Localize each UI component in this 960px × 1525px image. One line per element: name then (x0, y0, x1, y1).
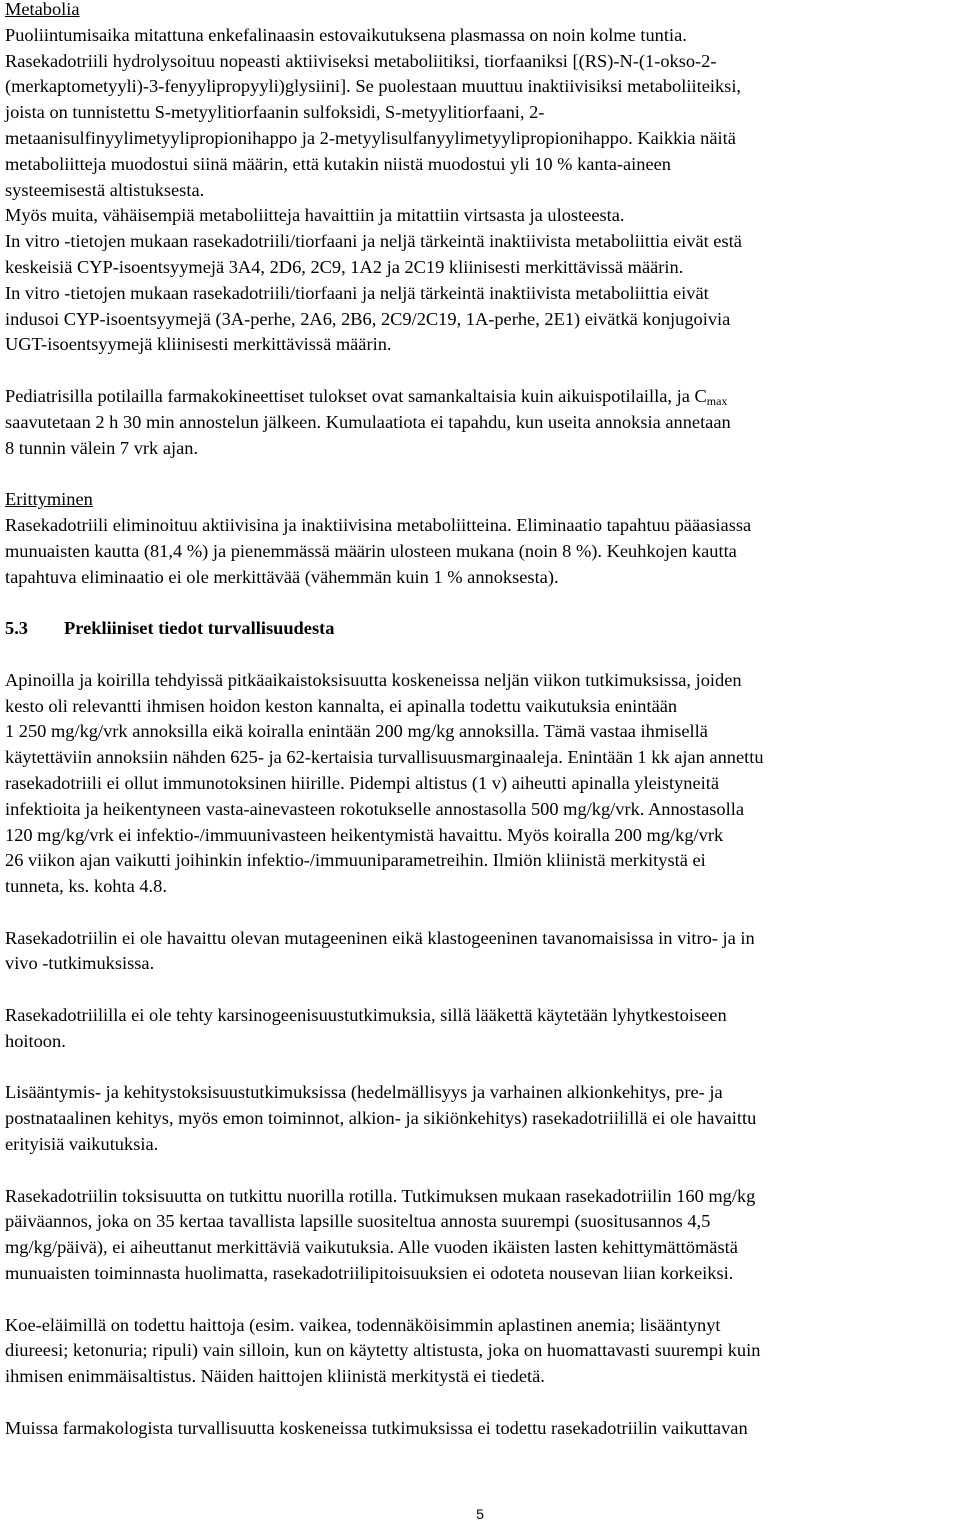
pediatric-rest: saavutetaan 2 h 30 min annostelun jälkeen. Kumulaatiota ei tapahdu, kun useita annoksia annetaan 8 tunnin välein 7 vrk ajan. (5, 411, 731, 458)
preclinical-paragraph-4: Lisääntymis- ja kehitystoksisuustutkimuksissa (hedelmällisyys ja varhainen alkionkehitys, pre- ja postnataalinen kehitys, myös emon toiminnot, alkion- ja sikiönkehitys) rasekadotriilillä ei ole havaittu erityisiä vaikutuksia. (5, 1082, 757, 1155)
preclinical-paragraph-5: Rasekadotriilin toksisuutta on tutkittu nuorilla rotilla. Tutkimuksen mukaan rasekadotriilin 160 mg/kg päiväannos, joka on 35 kertaa tavallista lapsille suositeltua annosta suurempi (suositusannos 4,5 mg/kg/päivä), ei aiheuttanut merkittäviä vaikutuksia. Alle vuoden ikäisten lasten kehittymättömästä munuaisten toiminnasta huolimatta, rasekadotriilipitoisuuksien ei odoteta nousevan liian korkeiksi. (5, 1185, 756, 1284)
preclinical-paragraph-2: Rasekadotriilin ei ole havaittu olevan mutageeninen eikä klastogeeninen tavanomaisissa in vitro- ja in vivo -tutkimuksissa. (5, 927, 755, 974)
elimination-paragraph: Rasekadotriili eliminoituu aktiivisina ja inaktiivisina metaboliitteina. Eliminaatio tapahtuu pääasiassa munuaisten kautta (81,4 %) ja pienemmässä määrin ulosteen mukana (noin 8 %). Keuhkojen kautta tapahtuva eliminaatio ei ole merkittävää (vähemmän kuin 1 % annoksesta). (5, 514, 752, 587)
spacer (5, 1287, 955, 1313)
spacer (5, 461, 955, 487)
spacer (5, 358, 955, 384)
spacer (5, 1390, 955, 1416)
section-number: 5.3 (5, 618, 28, 639)
spacer (5, 900, 955, 926)
document-page (5, 0, 955, 1442)
spacer (5, 1158, 955, 1184)
page-number: 5 (476, 1506, 484, 1522)
preclinical-paragraph-3: Rasekadotriililla ei ole tehty karsinogeenisuustutkimuksia, sillä lääkettä käytetään lyhytkestoiseen hoitoon. (5, 1005, 727, 1051)
metabolism-paragraph-3: In vitro -tietojen mukaan rasekadotriili/tiorfaani ja neljä tärkeintä inaktiivista metaboliittia eivät estä keskeisiä CYP-isoentsyymejä 3A4, 2D6, 2C9, 1A2 ja 2C19 kliinisesti merkittävissä määrin. (5, 231, 742, 277)
cmax-subscript: max (706, 393, 728, 408)
metabolism-heading: Metabolia (5, 0, 80, 19)
preclinical-paragraph-1: Apinoilla ja koirilla tehdyissä pitkäaikaistoksisuutta koskeneissa neljän viikon tutkimuksissa, joiden kesto oli relevantti ihmisen hoidon keston kannalta, ei apinalla todettu vaikutuksia enintään 1 250 mg/kg/vrk annoksilla eikä koiralla enintään 200 mg/kg annoksilla. Tämä vastaa ihmisellä käytettäviin annoksiin nähden 625- ja 62-kertaisia turvallisuusmarginaaleja. Enintään 1 kk ajan annettu rasekadotriili ei ollut immunotoksinen hiirille. Pidempi altistus (1 v) aiheutti apinalla yleistyneitä infektioita ja heikentyneen vasta-ainevasteen rokotukselle annostasolla 500 mg/kg/vrk. Annostasolla 120 mg/kg/vrk ei infektio-/immuunivasteen heikentymistä havaittu. Myös koiralla 200 mg/kg/vrk 26 viikon ajan vaikutti joihinkin infektio-/immuuniparametreihin. Ilmiön kliinistä merkitystä ei tunneta, ks. kohta 4.8. (5, 669, 764, 897)
metabolism-paragraph-1: Puoliintumisaika mitattuna enkefalinaasin estovaikutuksena plasmassa on noin kolme tuntia. Rasekadotriili hydrolysoituu nopeasti aktiiviseksi metaboliitiksi, tiorfaaniksi [(RS)-N-(1-okso-2- (merkaptometyyli)-3-fenyylipropyyli)glysiini]. Se puolestaan muuttuu inaktiivisiksi metaboliiteiksi, joista on tunnistettu S-metyylitiorfaanin sulfoksidi, S-metyylitiorfaani, 2- metaanisulfinyylimetyylipropionihappo ja 2-metyylisulfanyylimetyylipropionihappo. Kaikkia näitä metaboliitteja muodostui siinä määrin, että kutakin niistä muodostui yli 10 % kanta-aineen systeemisestä altistuksesta. (5, 24, 742, 200)
spacer (5, 1055, 955, 1081)
metabolism-paragraph-2: Myös muita, vähäisempiä metaboliitteja havaittiin ja mitattiin virtsasta ja ulosteesta. (5, 205, 625, 226)
metabolism-paragraph-4: In vitro -tietojen mukaan rasekadotriili/tiorfaani ja neljä tärkeintä inaktiivista metaboliittia eivät indusoi CYP-isoentsyymejä (3A-perhe, 2A6, 2B6, 2C9/2C19, 1A-perhe, 2E1) eivätkä konjugoivia UGT-isoentsyymejä kliinisesti merkittävissä määrin. (5, 282, 731, 355)
spacer (5, 590, 955, 616)
preclinical-paragraph-6: Koe-eläimillä on todettu haittoja (esim. vaikea, todennäköisimmin aplastinen anemia; lisääntynyt diureesi; ketonuria; ripuli) vain silloin, kun on käytetty altistusta, joka on huomattavasti suurempi kuin ihmisen enimmäisaltistus. Näiden haittojen kliinistä merkitystä ei tiedetä. (5, 1314, 761, 1387)
elimination-heading: Erittyminen (5, 489, 93, 510)
section-5-3-heading (5, 616, 955, 642)
pediatric-line-1: Pediatrisilla potilailla farmakokineettiset tulokset ovat samankaltaisia kuin aikuispotilailla, ja C (5, 385, 707, 406)
section-title: Prekliiniset tiedot turvallisuudesta (64, 618, 335, 639)
preclinical-paragraph-7: Muissa farmakologista turvallisuutta koskeneissa tutkimuksissa ei todettu rasekadotriilin vaikuttavan (5, 1417, 748, 1438)
pediatric-paragraph (5, 384, 955, 461)
spacer (5, 642, 955, 668)
spacer (5, 977, 955, 1003)
